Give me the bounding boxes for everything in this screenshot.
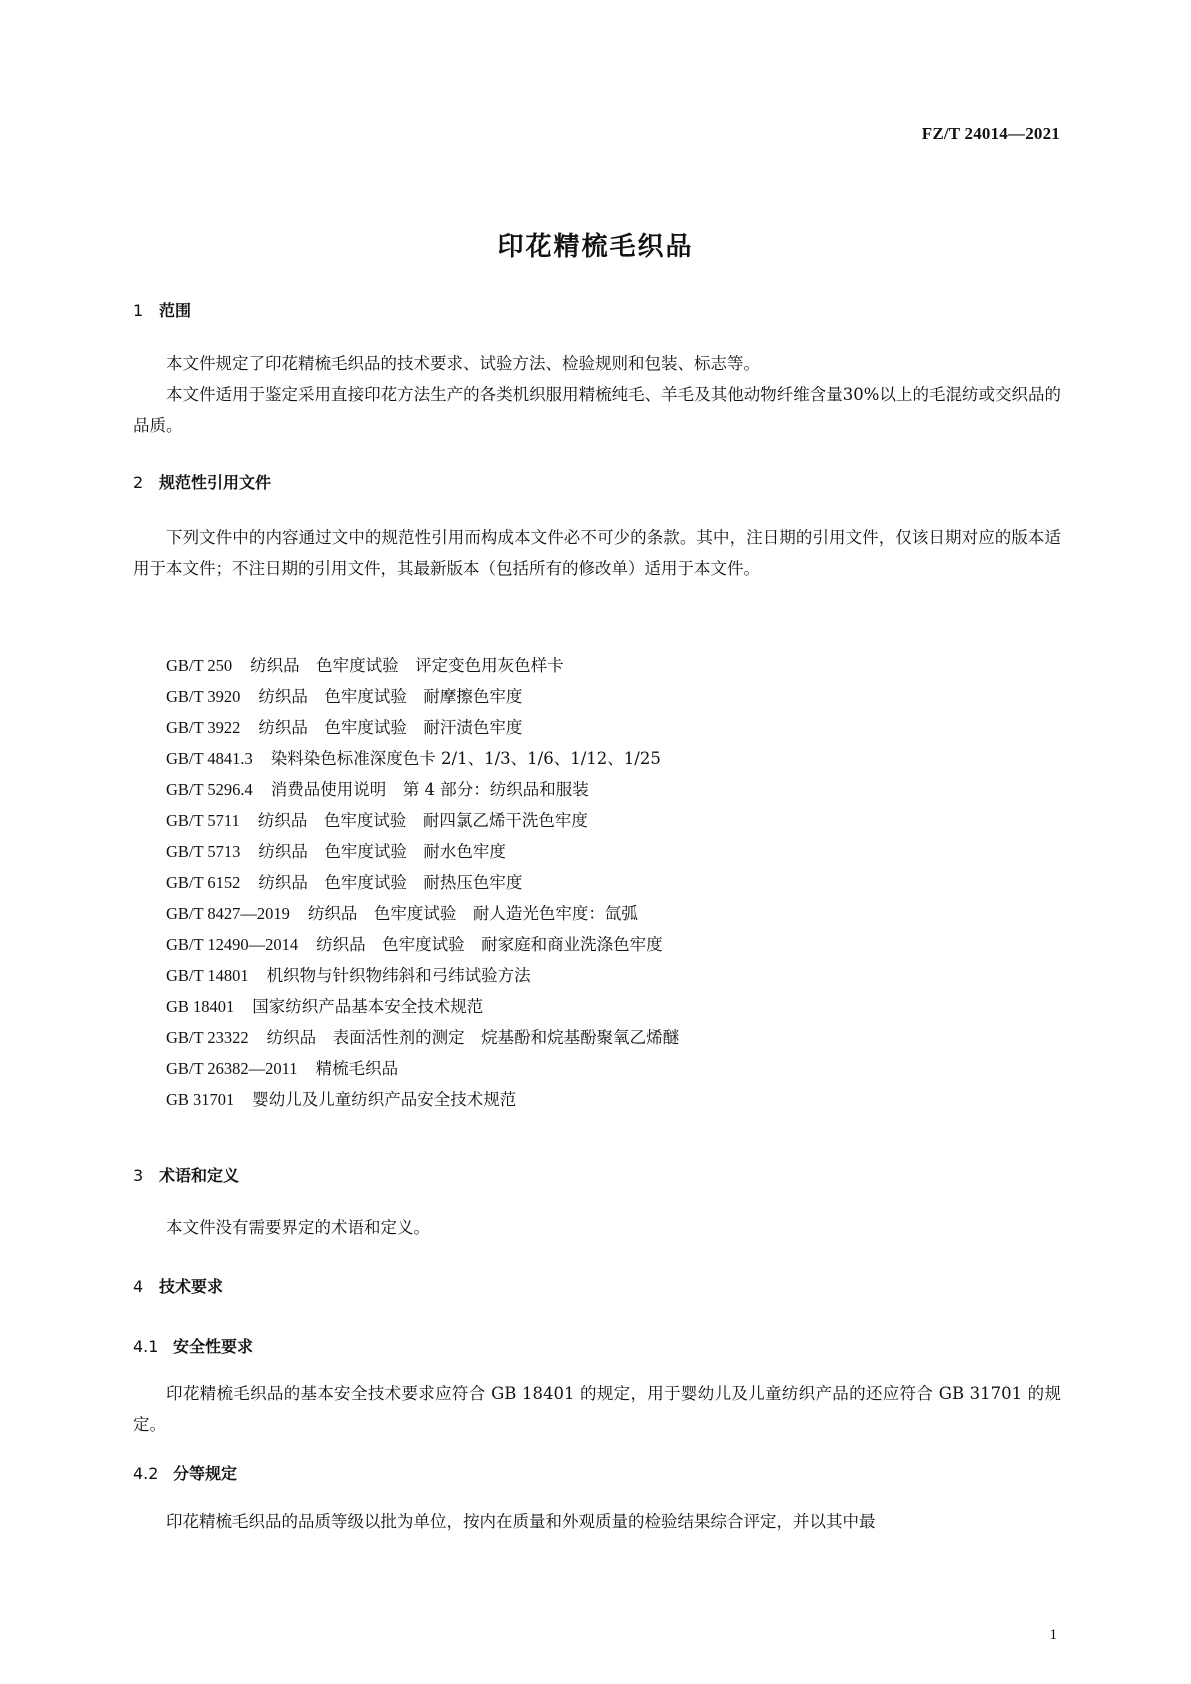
reference-code: GB/T 12490—2014 bbox=[166, 935, 299, 954]
reference-code: GB/T 5296.4 bbox=[166, 780, 253, 799]
reference-code: GB/T 14801 bbox=[166, 966, 249, 985]
section-4-2-body bbox=[133, 1506, 1061, 1537]
reference-code: GB/T 8427—2019 bbox=[166, 904, 290, 923]
reference-item bbox=[166, 991, 679, 1022]
reference-code: GB/T 3920 bbox=[166, 687, 241, 706]
reference-title: 纺织品 色牢度试验 耐摩擦色牢度 bbox=[258, 687, 523, 706]
section-title: 分等规定 bbox=[173, 1464, 238, 1483]
reference-item bbox=[166, 681, 679, 712]
section-title: 技术要求 bbox=[159, 1277, 224, 1296]
section-1-heading bbox=[133, 298, 191, 321]
reference-title: 纺织品 色牢度试验 耐水色牢度 bbox=[258, 842, 506, 861]
reference-title: 纺织品 色牢度试验 耐家庭和商业洗涤色牢度 bbox=[316, 935, 663, 954]
paragraph: 本文件适用于鉴定采用直接印花方法生产的各类机织服用精梳纯毛、羊毛及其他动物纤维含量30%以上的毛混纺或交织品的品质。 bbox=[133, 385, 1061, 435]
reference-item bbox=[166, 929, 679, 960]
section-number: 4.1 bbox=[133, 1337, 159, 1356]
paragraph: 印花精梳毛织品的基本安全技术要求应符合 GB 18401 的规定，用于婴幼儿及儿童纺织产品的还应符合 GB 31701 的规定。 bbox=[133, 1384, 1061, 1434]
reference-code: GB/T 4841.3 bbox=[166, 749, 253, 768]
reference-title: 纺织品 色牢度试验 评定变色用灰色样卡 bbox=[250, 656, 564, 675]
reference-code: GB/T 23322 bbox=[166, 1028, 249, 1047]
page-number: 1 bbox=[1049, 1627, 1057, 1643]
paragraph: 印花精梳毛织品的品质等级以批为单位，按内在质量和外观质量的检验结果综合评定，并以其中最 bbox=[166, 1512, 876, 1531]
reference-title: 消费品使用说明 第 4 部分：纺织品和服装 bbox=[270, 780, 589, 799]
reference-title: 纺织品 色牢度试验 耐人造光色牢度：氙弧 bbox=[307, 904, 638, 923]
section-number: 4.2 bbox=[133, 1464, 159, 1483]
reference-title: 纺织品 表面活性剂的测定 烷基酚和烷基酚聚氧乙烯醚 bbox=[266, 1028, 680, 1047]
reference-code: GB/T 6152 bbox=[166, 873, 241, 892]
reference-item bbox=[166, 743, 679, 774]
reference-item bbox=[166, 1084, 679, 1115]
section-4-heading bbox=[133, 1274, 223, 1297]
reference-item bbox=[166, 650, 679, 681]
section-2-heading bbox=[133, 470, 271, 493]
section-number: 1 bbox=[133, 301, 144, 320]
reference-title: 机织物与针织物纬斜和弓纬试验方法 bbox=[266, 966, 531, 985]
section-1-body bbox=[133, 348, 1061, 441]
section-3-heading bbox=[133, 1163, 239, 1186]
reference-code: GB/T 5711 bbox=[166, 811, 240, 830]
reference-item bbox=[166, 712, 679, 743]
section-4-1-heading bbox=[133, 1334, 253, 1357]
reference-title: 纺织品 色牢度试验 耐汗渍色牢度 bbox=[258, 718, 523, 737]
reference-item bbox=[166, 1053, 679, 1084]
document-title: 印花精梳毛织品 bbox=[497, 232, 694, 262]
section-number: 4 bbox=[133, 1277, 144, 1296]
reference-item bbox=[166, 1022, 679, 1053]
section-3-body bbox=[133, 1212, 1061, 1243]
section-title: 范围 bbox=[159, 301, 192, 320]
reference-title: 纺织品 色牢度试验 耐热压色牢度 bbox=[258, 873, 523, 892]
section-4-1-body bbox=[133, 1378, 1061, 1440]
standard-code: FZ/T 24014—2021 bbox=[921, 124, 1060, 143]
reference-title: 精梳毛织品 bbox=[315, 1059, 399, 1078]
reference-item bbox=[166, 898, 679, 929]
reference-code: GB/T 3922 bbox=[166, 718, 241, 737]
reference-item bbox=[166, 836, 679, 867]
section-title: 规范性引用文件 bbox=[159, 473, 272, 492]
paragraph: 本文件没有需要界定的术语和定义。 bbox=[166, 1218, 430, 1237]
reference-code: GB/T 26382—2011 bbox=[166, 1059, 298, 1078]
reference-item bbox=[166, 867, 679, 898]
paragraph: 下列文件中的内容通过文中的规范性引用而构成本文件必不可少的条款。其中，注日期的引用文件，仅该日期对应的版本适用于本文件；不注日期的引用文件，其最新版本（包括所有的修改单）适用于本文件。 bbox=[133, 528, 1061, 578]
section-2-body bbox=[133, 522, 1061, 584]
reference-title: 国家纺织产品基本安全技术规范 bbox=[252, 997, 484, 1016]
reference-title: 纺织品 色牢度试验 耐四氯乙烯干洗色牢度 bbox=[257, 811, 588, 830]
reference-code: GB 31701 bbox=[166, 1090, 235, 1109]
reference-code: GB/T 250 bbox=[166, 656, 233, 675]
reference-item bbox=[166, 960, 679, 991]
reference-title: 染料染色标准深度色卡 2/1、1/3、1/6、1/12、1/25 bbox=[270, 749, 661, 768]
section-number: 3 bbox=[133, 1166, 144, 1185]
section-title: 术语和定义 bbox=[159, 1166, 240, 1185]
section-4-2-heading bbox=[133, 1461, 237, 1484]
normative-references-list bbox=[166, 650, 679, 1115]
reference-code: GB 18401 bbox=[166, 997, 235, 1016]
section-title: 安全性要求 bbox=[173, 1337, 254, 1356]
reference-item bbox=[166, 774, 679, 805]
reference-code: GB/T 5713 bbox=[166, 842, 241, 861]
section-number: 2 bbox=[133, 473, 144, 492]
reference-item bbox=[166, 805, 679, 836]
paragraph: 本文件规定了印花精梳毛织品的技术要求、试验方法、检验规则和包装、标志等。 bbox=[166, 354, 760, 373]
reference-title: 婴幼儿及儿童纺织产品安全技术规范 bbox=[252, 1090, 517, 1109]
